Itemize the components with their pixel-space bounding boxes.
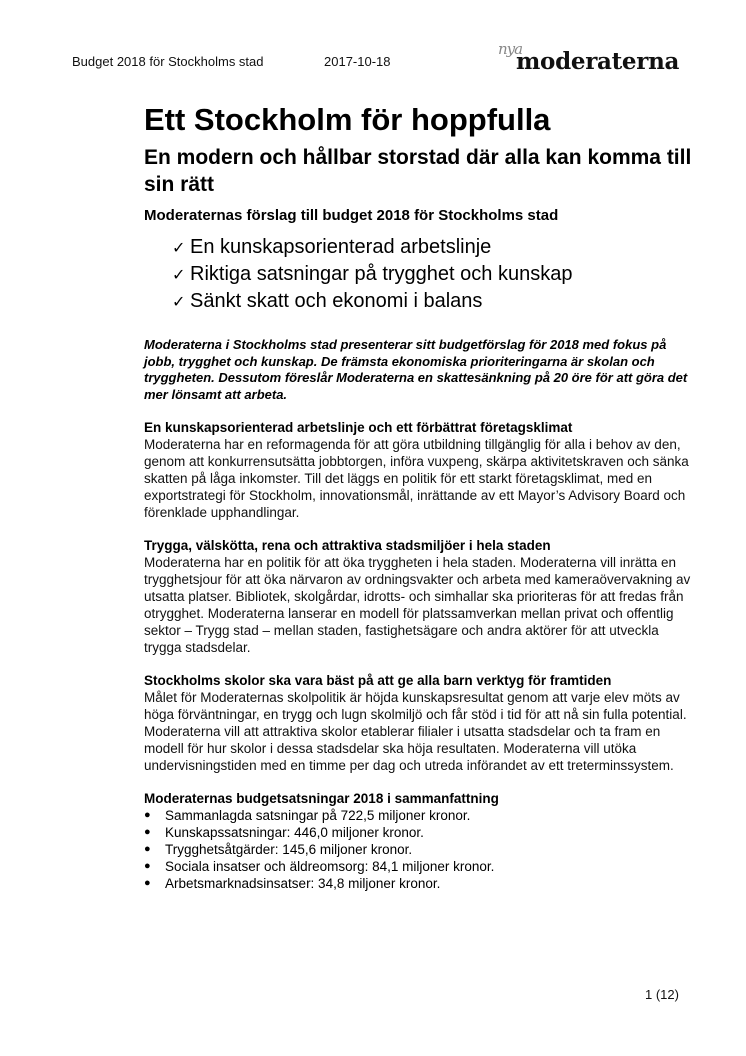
budget-summary [144,790,694,892]
intro-paragraph: Moderaterna i Stockholms stad presenterar sitt budgetförslag för 2018 med fokus på jobb, trygghet och kunskap. De främsta ekonomiska prioriteringarna är skolan och tryggheten. Dessutom föreslår Moderaterna en skattesänkning på 20 öre för att göra det mer lönsamt att arbeta. [144,337,688,402]
checklist-item [172,234,694,261]
bullet-icon: ● [144,860,151,873]
checkmark-icon: ✓ [172,238,186,257]
summary-item [144,841,694,858]
checklist-item-label: Sänkt skatt och ekonomi i balans [190,290,483,312]
bullet-icon: ● [144,843,151,856]
section-body: Moderaterna har en politik för att öka tryggheten i hela staden. Moderaterna vill inrätta en trygghetsjour för att öka närvaron av ordningsvakter och arbeta med kameraövervakning av utsatta platser. Bibliotek, skolgårdar, idrotts- och simhallar ska prioriteras för att fredas från otrygghet. Moderaterna lanserar en modell för platssamverkan mellan privat och offentlig sektor – Trygg stad – mellan staden, fastighetsägare och andra aktörer för att utveckla trygga stadsdelar. [144,555,691,656]
summary-item [144,807,694,824]
summary-item [144,824,694,841]
section-heading: En kunskapsorienterad arbetslinje och ett förbättrat företagsklimat [144,420,573,436]
page-title: Ett Stockholm för hoppfulla [144,102,551,137]
checkmark-icon: ✓ [172,292,186,311]
checklist [144,234,694,315]
moderaterna-logo [498,40,718,76]
summary-item-text: Arbetsmarknadsinsatser: 34,8 miljoner kronor. [165,876,441,892]
section-work-line [144,419,694,521]
section-schools [144,672,694,774]
checkmark-icon: ✓ [172,265,186,284]
summary-item-text: Trygghetsåtgärder: 145,6 miljoner kronor. [165,842,413,858]
bullet-icon: ● [144,877,151,890]
checklist-item-label: En kunskapsorienterad arbetslinje [190,236,492,258]
section-body: Målet för Moderaternas skolpolitik är höjda kunskapsresultat genom att varje elev möts av höga förväntningar, en trygg och lugn skolmiljö och får stöd i tid för att nå sin fulla potential. Moderaterna vill att attraktiva skolor etablerar filialer i utsatta stadsdelar och ta fram en modell för hur skolor i dessa stadsdelar ska höja resultaten. Moderaterna vill utöka undervisningstiden med en timme per dag och utreda införandet av ett treterminssystem. [144,690,687,774]
document-body [144,102,694,892]
checklist-item [172,261,694,288]
section-body: Moderaterna har en reformagenda för att göra utbildning tillgänglig för alla i behov av den, genom att konkurrensutsätta jobbtorgen, införa vuxpeng, skärpa aktivitetskraven och sänka skatten på låga inkomster. Till det läggs en politik för ett starkt företagsklimat, med en exportstrategi för Stockholm, innovationsmål, inrättande av ett Mayor’s Advisory Board och förenklade upphandlingar. [144,437,689,521]
checklist-item [172,288,694,315]
section-heading: Stockholms skolor ska vara bäst på att ge alla barn verktyg för framtiden [144,673,612,689]
summary-item-text: Sammanlagda satsningar på 722,5 miljoner kronor. [165,808,471,824]
summary-item-text: Kunskapssatsningar: 446,0 miljoner kronor. [165,825,424,841]
document-header-title: Budget 2018 för Stockholms stad [72,54,264,69]
document-date: 2017-10-18 [324,54,391,69]
summary-item [144,858,694,875]
section-heading: Trygga, välskötta, rena och attraktiva stadsmiljöer i hela staden [144,538,551,554]
bullet-icon: ● [144,809,151,822]
logo-prefix: nya [498,40,523,58]
summary-item-text: Sociala insatser och äldreomsorg: 84,1 miljoner kronor. [165,859,495,875]
summary-heading: Moderaternas budgetsatsningar 2018 i sammanfattning [144,791,499,807]
page-subtitle: En modern och hållbar storstad där alla kan komma till sin rätt [144,146,692,196]
page-number: 1 (12) [645,987,679,1002]
proposal-line: Moderaternas förslag till budget 2018 för Stockholms stad [144,207,559,224]
summary-item [144,875,694,892]
section-safety [144,537,694,656]
logo-wordmark: moderaterna [516,48,680,75]
summary-list [144,807,694,892]
checklist-item-label: Riktiga satsningar på trygghet och kunskap [190,263,573,285]
bullet-icon: ● [144,826,151,839]
